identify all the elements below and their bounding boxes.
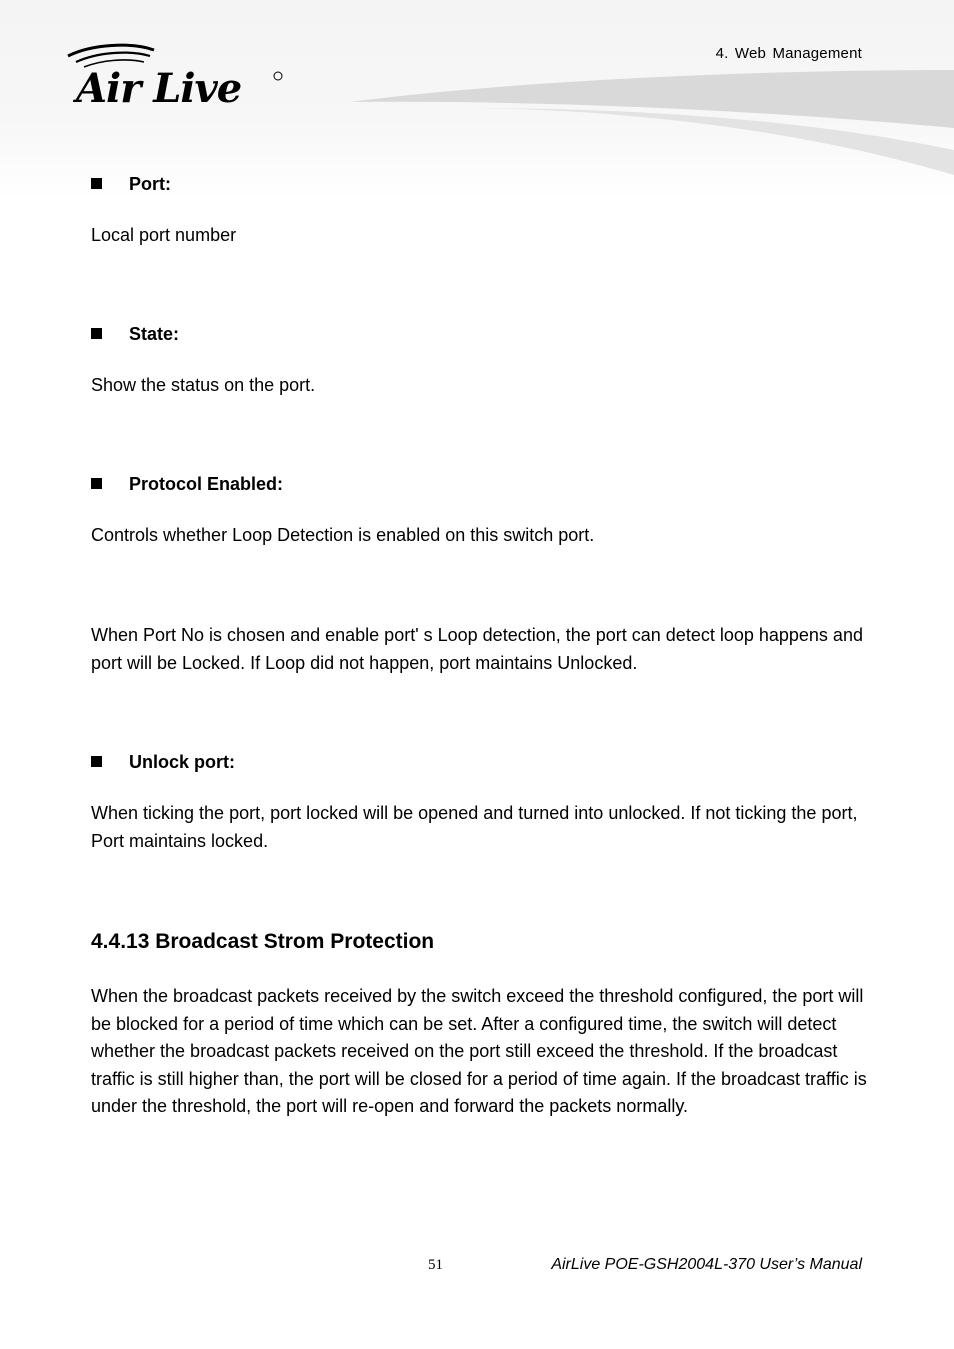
protocol-enabled-description: Controls whether Loop Detection is enabled on this switch port. — [91, 525, 595, 545]
manual-title: AirLive POE-GSH2004L-370 User’s Manual — [551, 1256, 862, 1273]
heading-text: Unlock port: — [129, 752, 235, 772]
chapter-title: 4. Web Management — [715, 45, 862, 62]
bullet-square-icon — [91, 178, 102, 189]
svg-text:Air Live: Air Live — [76, 65, 242, 110]
port-description: Local port number — [91, 225, 237, 245]
bullet-heading-unlock-port — [91, 752, 235, 773]
section-body: When the broadcast packets received by the switch exceed the threshold configured, the port will be blocked for a period of time which can be set. After a configured time, the switch will detect whether the broadcast packets received on the port still exceed the threshold. If the broadcast traffic is still higher than, the port will be closed for a period of time again. If the broadcast traffic is under the threshold, the port will re-open and forward the packets normally. — [91, 986, 867, 1117]
section-heading: 4.4.13 Broadcast Strom Protection — [91, 930, 435, 953]
heading-text: Protocol Enabled: — [129, 474, 284, 494]
page-number: 51 — [428, 1257, 443, 1273]
unlock-port-description: When ticking the port, port locked will be opened and turned into unlocked. If not ticking the port, Port maintains locked. — [91, 803, 858, 851]
heading-text: State: — [129, 324, 180, 344]
airlive-logo — [62, 40, 292, 110]
state-description: Show the status on the port. — [91, 375, 316, 395]
bullet-heading-state — [91, 324, 179, 345]
bullet-heading-port — [91, 174, 171, 195]
heading-text: Port: — [129, 174, 171, 194]
bullet-square-icon — [91, 756, 102, 767]
bullet-square-icon — [91, 328, 102, 339]
bullet-square-icon — [91, 478, 102, 489]
bullet-heading-protocol-enabled — [91, 474, 283, 495]
loop-detection-paragraph: When Port No is chosen and enable port' s Loop detection, the port can detect loop happens and port will be Locked. If Loop did not happen, port maintains Unlocked. — [91, 625, 863, 673]
